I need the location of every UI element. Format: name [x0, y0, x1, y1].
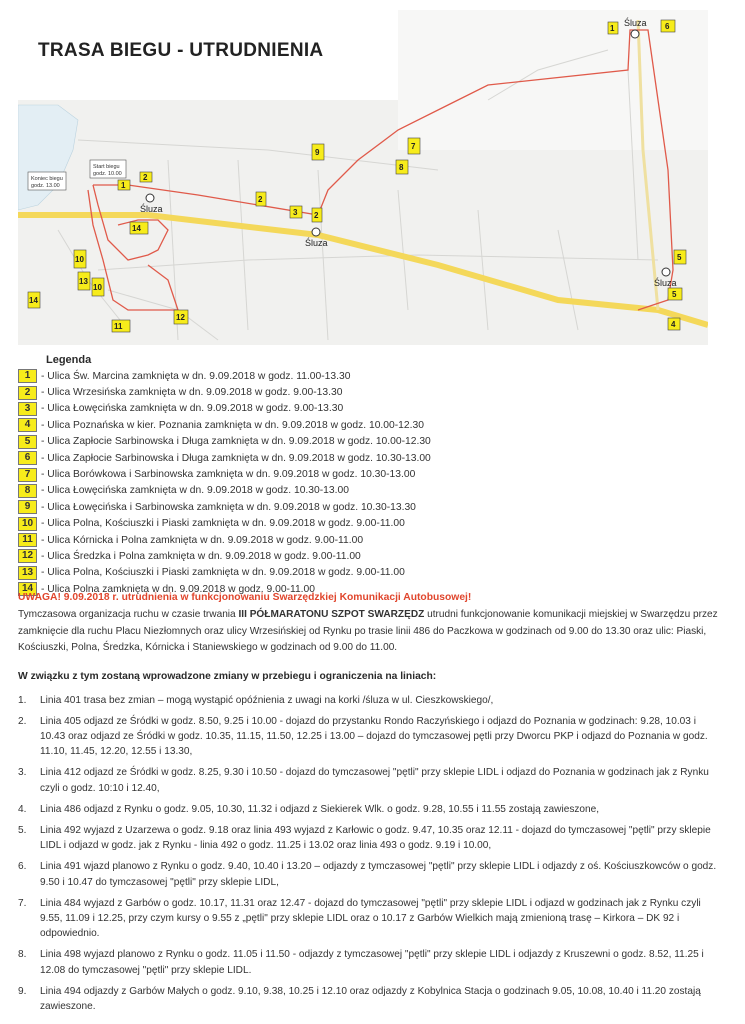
- legend-item-text: - Ulica Zapłocie Sarbinowska i Długa zamknięta w dn. 9.09.2018 w godz. 10.00-12.30: [41, 436, 431, 448]
- list-item: [18, 765, 718, 795]
- list-item-number: 8.: [18, 949, 27, 961]
- svg-text:6: 6: [665, 22, 670, 31]
- list-item-text: Linia 491 wjazd planowo z Rynku o godz. 9.40, 10.40 i 13.20 – odjazdy z tymczasowej "pętli" przy sklepie LIDL i odjazdy z oś. Kościuszkowców o godz. 9.50 i 10.47 do tymczasowej "pętli" przy sklepie LIDL,: [40, 861, 717, 888]
- list-item: [18, 896, 718, 942]
- svg-text:4: 4: [671, 320, 676, 329]
- legend-item-text: - Ulica Polna zamknięta w dn. 9.09.2018 w godz. 9.00-11.00: [41, 583, 315, 595]
- svg-text:13: 13: [79, 277, 88, 286]
- legend-item: [16, 417, 616, 433]
- legend-number-badge: 1: [18, 369, 37, 383]
- legend-item-text: - Ulica Polna, Kościuszki i Piaski zamknięta w dn. 9.09.2018 w godz. 9.00-11.00: [41, 518, 405, 530]
- legend-item: [16, 368, 616, 384]
- legend-item: [16, 565, 616, 581]
- map-marker-12: [174, 310, 188, 324]
- list-item-text: Linia 401 trasa bez zmian – mogą wystąpić opóźnienia z uwagi na korki /śluza w ul. Cieszkowskiego/,: [40, 694, 494, 706]
- legend-number-badge: 8: [18, 484, 37, 498]
- list-item-text: Linia 405 odjazd ze Śródki w godz. 8.50, 9.25 i 10.00 - dojazd do przystanku Rondo Raczyńskiego i odjazd do Poznania w godzinach: 9.28, 10.03 i 10.43 oraz odjazd ze Śródki w godz. 10.35, 11.15, 11.50, 12.25 i 13.00 – dojazd do tymczasowej pętli przy Dworcu PKP i odjazd do Poznania w godz. 11.10, 11.45, 12.20, 12.55 i 13.30,: [40, 715, 708, 758]
- svg-text:5: 5: [677, 253, 682, 262]
- legend-number-badge: 7: [18, 468, 37, 482]
- list-item: [18, 693, 718, 708]
- legend-number-badge: 10: [18, 517, 37, 531]
- legend-number-badge: 14: [18, 582, 37, 596]
- intro-text-end: utrudni funkcjonowanie komunikacji miejskiej w Swarzędzu przez zamknięcie dla ruchu Placu Niezłomnych oraz ulicy Wrzesińskiej od Rynku po trasie linii 486 do Paczkowa w godzinach od 9.00 do 13.30 oraz ulic: Piaski, Kościuszki, Polna, Średzka, Kórnicka i Staniewskiego w godzinach od 9.00 do 11.00.: [18, 609, 718, 653]
- legend-number-badge: 11: [18, 533, 37, 547]
- list-item-number: 9.: [18, 985, 27, 997]
- map-marker-11: [112, 320, 130, 332]
- map-marker-6: [661, 20, 675, 32]
- legend-number-badge: 3: [18, 402, 37, 416]
- map-marker-10: [74, 250, 86, 268]
- legend-item: [16, 499, 616, 515]
- legend-number-badge: 4: [18, 418, 37, 432]
- list-item-text: Linia 484 wyjazd z Garbów o godz. 10.17, 11.31 oraz 12.47 - dojazd do tymczasowej "pętli" przy sklepie LIDL i odjazd w godzinach jak z Rynku czyli 9.55, 11.09 i 12.25, przy czym kursy o 9.55 z „pętli" przy sklepie LIDL oraz o 10.17 z Garbów Wielkich mają zmienioną trasę – Kirkora – DK 92 i odpowiednio.: [40, 897, 701, 940]
- map-marker-7: [408, 138, 420, 154]
- legend-item-text: - Ulica Łowęcińska zamknięta w dn. 9.09.2018 w godz. 10.30-13.00: [41, 485, 349, 497]
- list-item: [18, 947, 718, 977]
- map-marker-9: [312, 144, 324, 160]
- svg-text:godz. 13.00: godz. 13.00: [31, 183, 60, 189]
- list-item: [18, 823, 718, 853]
- svg-text:Śluza: Śluza: [140, 204, 163, 214]
- legend-number-badge: 13: [18, 566, 37, 580]
- svg-text:10: 10: [93, 283, 102, 292]
- legend-item: [16, 532, 616, 548]
- list-item-number: 6.: [18, 861, 27, 873]
- svg-text:3: 3: [293, 208, 298, 217]
- svg-text:Start biegu: Start biegu: [93, 164, 120, 170]
- map-marker-2b: [256, 192, 266, 206]
- list-item: [18, 984, 718, 1014]
- list-item-number: 7.: [18, 897, 27, 909]
- legend-item-text: - Ulica Poznańska w kier. Poznania zamknięta w dn. 9.09.2018 w godz. 10.00-12.30: [41, 419, 424, 431]
- legend-item-text: - Ulica Polna, Kościuszki i Piaski zamknięta w dn. 9.09.2018 w godz. 9.00-11.00: [41, 567, 405, 579]
- legend: [16, 352, 616, 597]
- legend-item: [16, 401, 616, 417]
- legend-number-badge: 5: [18, 435, 37, 449]
- list-item-number: 4.: [18, 803, 27, 815]
- legend-number-badge: 6: [18, 451, 37, 465]
- legend-item-text: - Ulica Zapłocie Sarbinowska i Długa zamknięta w dn. 9.09.2018 w godz. 10.30-13.00: [41, 452, 431, 464]
- legend-item: [16, 434, 616, 450]
- changes-heading: W związku z tym zostaną wprowadzone zmiany w przebiegu i ograniczenia na liniach:: [18, 670, 437, 682]
- map-marker-8: [396, 160, 408, 174]
- map-marker-13: [78, 272, 90, 290]
- svg-text:10: 10: [75, 255, 84, 264]
- list-item-text: Linia 486 odjazd z Rynku o godz. 9.05, 10.30, 11.32 i odjazd z Siekierek Wlk. o godz. 9.28, 10.55 i 11.55 zostają zawieszone,: [40, 803, 600, 815]
- legend-number-badge: 2: [18, 386, 37, 400]
- legend-item: [16, 384, 616, 400]
- map-marker-2: [140, 172, 152, 182]
- legend-item-text: - Ulica Wrzesińska zamknięta w dn. 9.09.2018 w godz. 9.00-13.30: [41, 387, 343, 399]
- svg-text:7: 7: [411, 142, 416, 151]
- map-marker-14: [130, 222, 148, 234]
- page-title: TRASA BIEGU - UTRUDNIENIA: [38, 40, 324, 61]
- svg-text:1: 1: [610, 24, 615, 33]
- legend-item: [16, 548, 616, 564]
- svg-text:11: 11: [114, 322, 123, 331]
- legend-item-text: - Ulica Średzka i Polna zamknięta w dn. 9.09.2018 w godz. 9.00-11.00: [41, 550, 361, 562]
- legend-item-text: - Ulica Borówkowa i Sarbinowska zamknięta w dn. 9.09.2018 w godz. 10.30-13.00: [41, 469, 416, 481]
- svg-text:2: 2: [314, 211, 319, 220]
- svg-text:12: 12: [176, 313, 185, 322]
- svg-text:14: 14: [29, 296, 38, 305]
- svg-text:Koniec biegu: Koniec biegu: [31, 176, 63, 182]
- legend-item: [16, 450, 616, 466]
- svg-text:5: 5: [672, 290, 677, 299]
- svg-text:2: 2: [258, 195, 263, 204]
- list-item-number: 1.: [18, 694, 27, 706]
- map-marker-1: [118, 180, 130, 190]
- list-item-text: Linia 492 wyjazd z Uzarzewa o godz. 9.18 oraz linia 493 wyjazd z Karłowic o godz. 9.47, 10.35 oraz 12.11 - dojazd do tymczasowej "pętli" przy sklepie LIDL i odjazd w godz. jak z Rynku - linia 492 o godz. 11.25 i 13.02 oraz linia 493 o godz. 9.19 i 10.00,: [40, 824, 711, 852]
- legend-item: [16, 516, 616, 532]
- map-marker-1b: [608, 22, 618, 34]
- legend-item-text: - Ulica Kórnicka i Polna zamknięta w dn. 9.09.2018 w godz. 9.00-11.00: [41, 534, 364, 546]
- svg-text:14: 14: [132, 224, 141, 233]
- list-item: [18, 714, 718, 760]
- list-item-number: 5.: [18, 824, 27, 836]
- svg-text:Śluza: Śluza: [654, 278, 677, 288]
- legend-number-badge: 12: [18, 549, 37, 563]
- list-item-text: Linia 498 wyjazd planowo z Rynku o godz. 11.05 i 11.50 - odjazdy z tymczasowej "pętli" przy sklepie LIDL i odjazdy z Kruszewni o godz. 8.52, 11.25 i 12.08 do tymczasowej "pętli" przy sklepie LIDL.: [40, 949, 704, 976]
- legend-title: Legenda: [46, 354, 92, 366]
- legend-item: [16, 466, 616, 482]
- svg-text:1: 1: [121, 181, 126, 190]
- intro-paragraph: [18, 607, 718, 657]
- legend-number-badge: 9: [18, 500, 37, 514]
- legend-item-text: - Ulica Łowęcińska i Sarbinowska zamknięta w dn. 9.09.2018 w godz. 10.30-13.30: [41, 501, 416, 513]
- changes-list: [18, 693, 718, 1015]
- route-map: [18, 10, 708, 345]
- intro-text-start: Tymczasowa organizacja ruchu w czasie trwania: [18, 609, 239, 620]
- legend-item: [16, 483, 616, 499]
- list-item: [18, 859, 718, 889]
- svg-text:2: 2: [143, 173, 148, 182]
- list-item-text: Linia 494 odjazdy z Garbów Małych o godz. 9.10, 9.38, 10.25 i 12.10 oraz odjazdy z Kobylnica Stacja o godzinach 9.05, 10.08, 10.40 i 11.20 zostają zawieszone.: [40, 985, 701, 1012]
- svg-text:9: 9: [315, 148, 320, 157]
- warning-heading: UWAGA! 9.09.2018 r. utrudnienia w funkcjonowaniu Swarzędzkiej Komunikacji Autobusowej!: [18, 592, 472, 603]
- list-item-number: 2.: [18, 715, 27, 727]
- list-item-number: 3.: [18, 767, 27, 779]
- svg-text:Śluza: Śluza: [624, 18, 647, 28]
- map-marker-2c: [312, 208, 322, 222]
- map-marker-3: [290, 206, 302, 218]
- legend-item-text: - Ulica Łowęcińska zamknięta w dn. 9.09.2018 w godz. 9.00-13.30: [41, 403, 344, 415]
- list-item-text: Linia 412 odjazd ze Śródki w godz. 8.25, 9.30 i 10.50 - dojazd do tymczasowej "pętli" przy sklepie LIDL i odjazd do Poznania w godzinach jak z Rynku czyli o godz. 10:10 i 12.40,: [40, 767, 709, 794]
- list-item: [18, 802, 718, 817]
- svg-text:Śluza: Śluza: [305, 238, 328, 248]
- map-marker-5: [674, 250, 686, 264]
- notice-section: [18, 590, 718, 1020]
- map-marker-10b: [92, 278, 104, 296]
- map-marker-4: [668, 318, 680, 330]
- svg-text:8: 8: [399, 163, 404, 172]
- legend-item-text: - Ulica Św. Marcina zamknięta w dn. 9.09.2018 w godz. 11.00-13.30: [41, 370, 351, 382]
- map-marker-14b: [28, 292, 40, 308]
- svg-text:godz. 10.00: godz. 10.00: [93, 171, 122, 177]
- map-marker-5b: [668, 288, 682, 300]
- event-name: III PÓŁMARATONU SZPOT SWARZĘDZ: [238, 609, 425, 620]
